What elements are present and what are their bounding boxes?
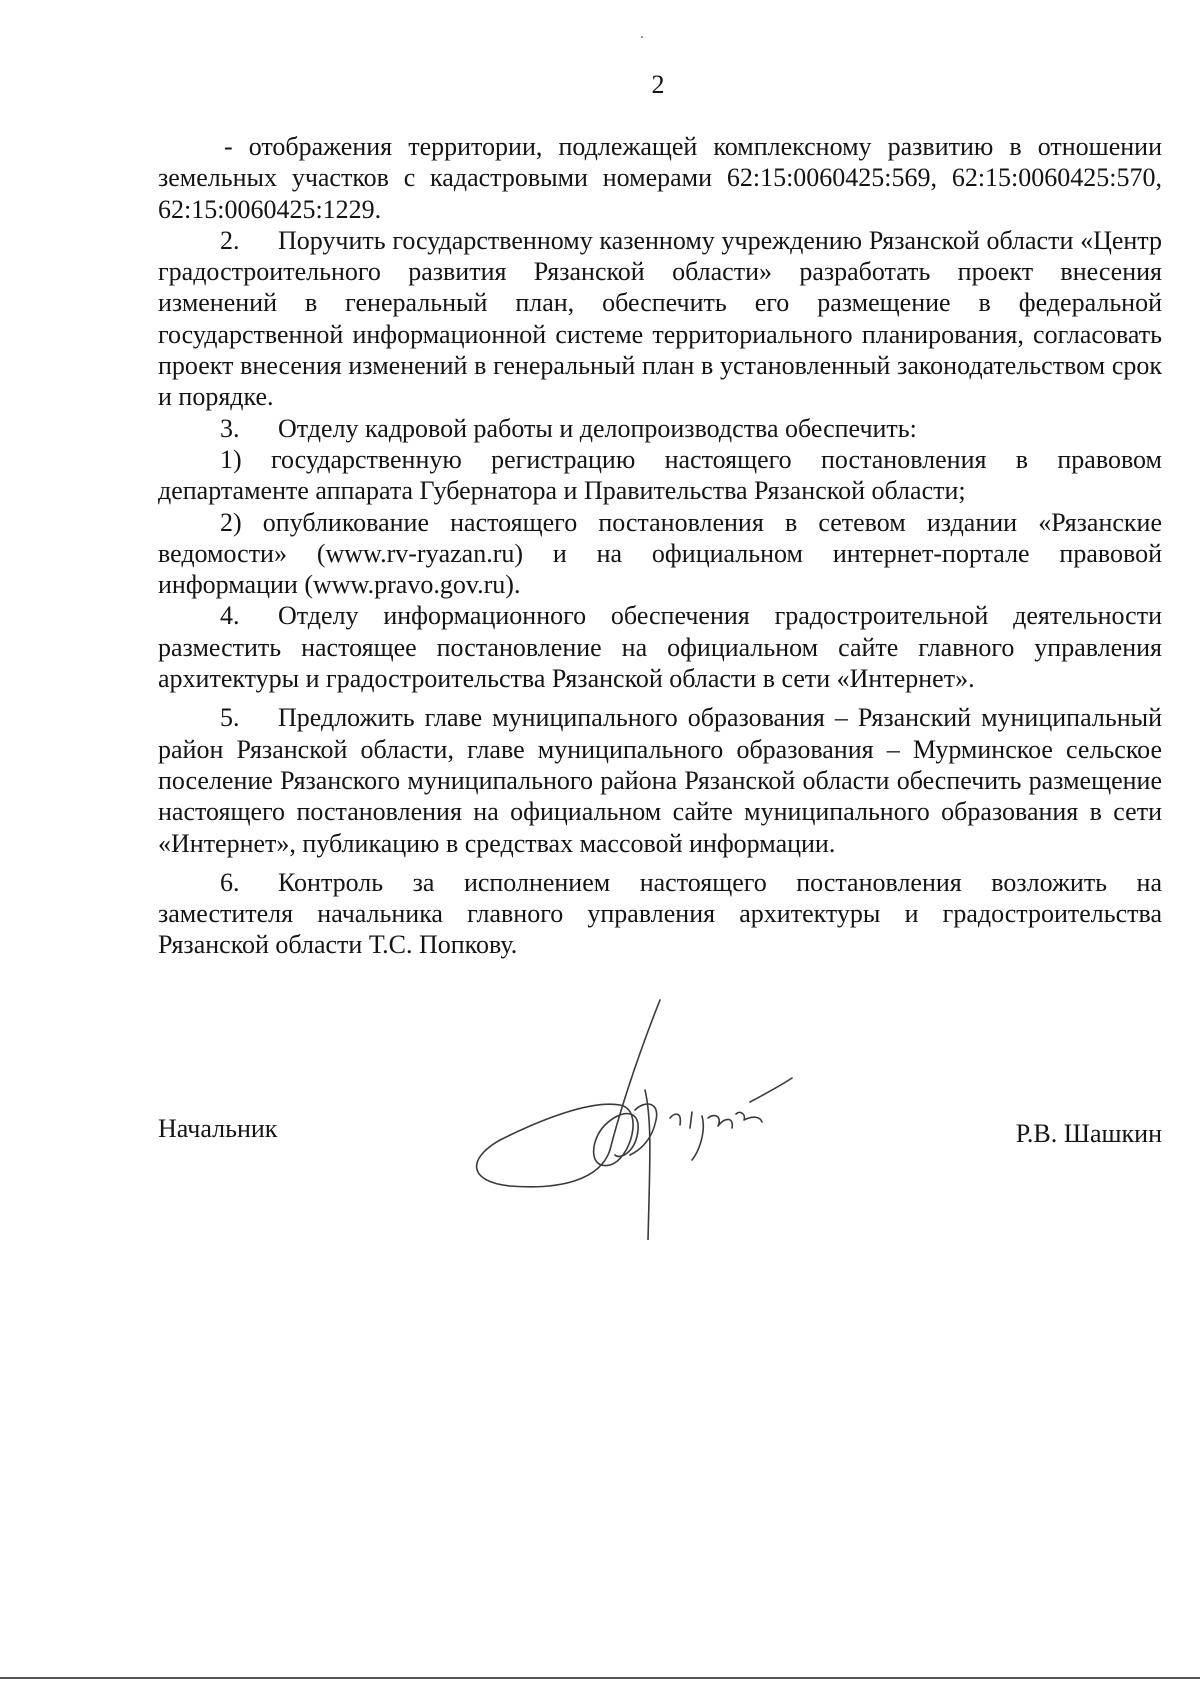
paragraph-item-6	[158, 867, 1162, 961]
paragraph-item-2	[158, 225, 1162, 413]
document-body	[158, 131, 1162, 961]
paragraph-item-3	[158, 413, 1162, 444]
scan-speck	[641, 36, 643, 38]
paragraph-text: Предложить главе муниципального образования – Рязанский муниципальный район Рязанской области, главе муниципального образования – Мурминское сельское поселение Рязанского муниципального района Рязанской области обеспечить размещение настоящего постановления на официальном сайте муниципального образования в сети «Интернет», публикацию в средствах массовой информации.	[158, 703, 1162, 858]
paragraph-text: 2) опубликование настоящего постановления в сетевом издании «Рязанские ведомости» (www.rv-ryazan.ru) и на официальном интернет-портале правовой информации (www.pravo.gov.ru).	[158, 507, 1162, 600]
signer-name: Р.В. Шашкин	[1015, 1119, 1162, 1148]
paragraph-text: Контроль за исполнением настоящего постановления возложить на заместителя начальника главного управления архитектуры и градостроительства Рязанской области Т.С. Попкову.	[158, 867, 1162, 960]
signer-position: Начальник	[158, 1114, 278, 1143]
paragraph-text: Отделу информационного обеспечения градостроительной деятельности разместить настоящее постановление на официальном сайте главного управления архитектуры и градостроительства Рязанской области в сети «Интернет».	[158, 601, 1162, 694]
paragraph-text: - отображения территории, подлежащей комплексному развитию в отношении земельных участков с кадастровыми номерами 62:15:0060425:569, 62:15:0060425:570, 62:15:0060425:1229.	[158, 132, 1162, 224]
item-number: 6.	[220, 867, 240, 897]
item-number: 4.	[220, 601, 240, 631]
paragraph-subitem-1	[158, 444, 1162, 507]
paragraph-text: 1) государственную регистрацию настоящего постановления в правовом департаменте аппарата Губернатора и Правительства Рязанской области;	[158, 444, 1162, 506]
paragraph-subitem-2	[158, 507, 1162, 601]
item-number: 3.	[220, 413, 240, 443]
paragraph-item-5	[158, 702, 1162, 858]
paragraph-item-4	[158, 600, 1162, 694]
scan-edge-line	[0, 1677, 1200, 1679]
page-number: 2	[651, 70, 665, 99]
item-number: 5.	[220, 703, 240, 733]
paragraph-territory-display	[158, 131, 1162, 225]
item-number: 2.	[220, 225, 240, 255]
signature-block	[158, 1113, 1162, 1153]
paragraph-text: Отделу кадровой работы и делопроизводства обеспечить:	[278, 413, 917, 443]
paragraph-text: Поручить государственному казенному учреждению Рязанской области «Центр градостроительного развития Рязанской области» разработать проект внесения изменений в генеральный план, обеспечить его размещение в федеральной государственной информационной системе территориального планирования, согласовать проект внесения изменений в генеральный план в установленный законодательством срок и порядке.	[158, 225, 1162, 412]
